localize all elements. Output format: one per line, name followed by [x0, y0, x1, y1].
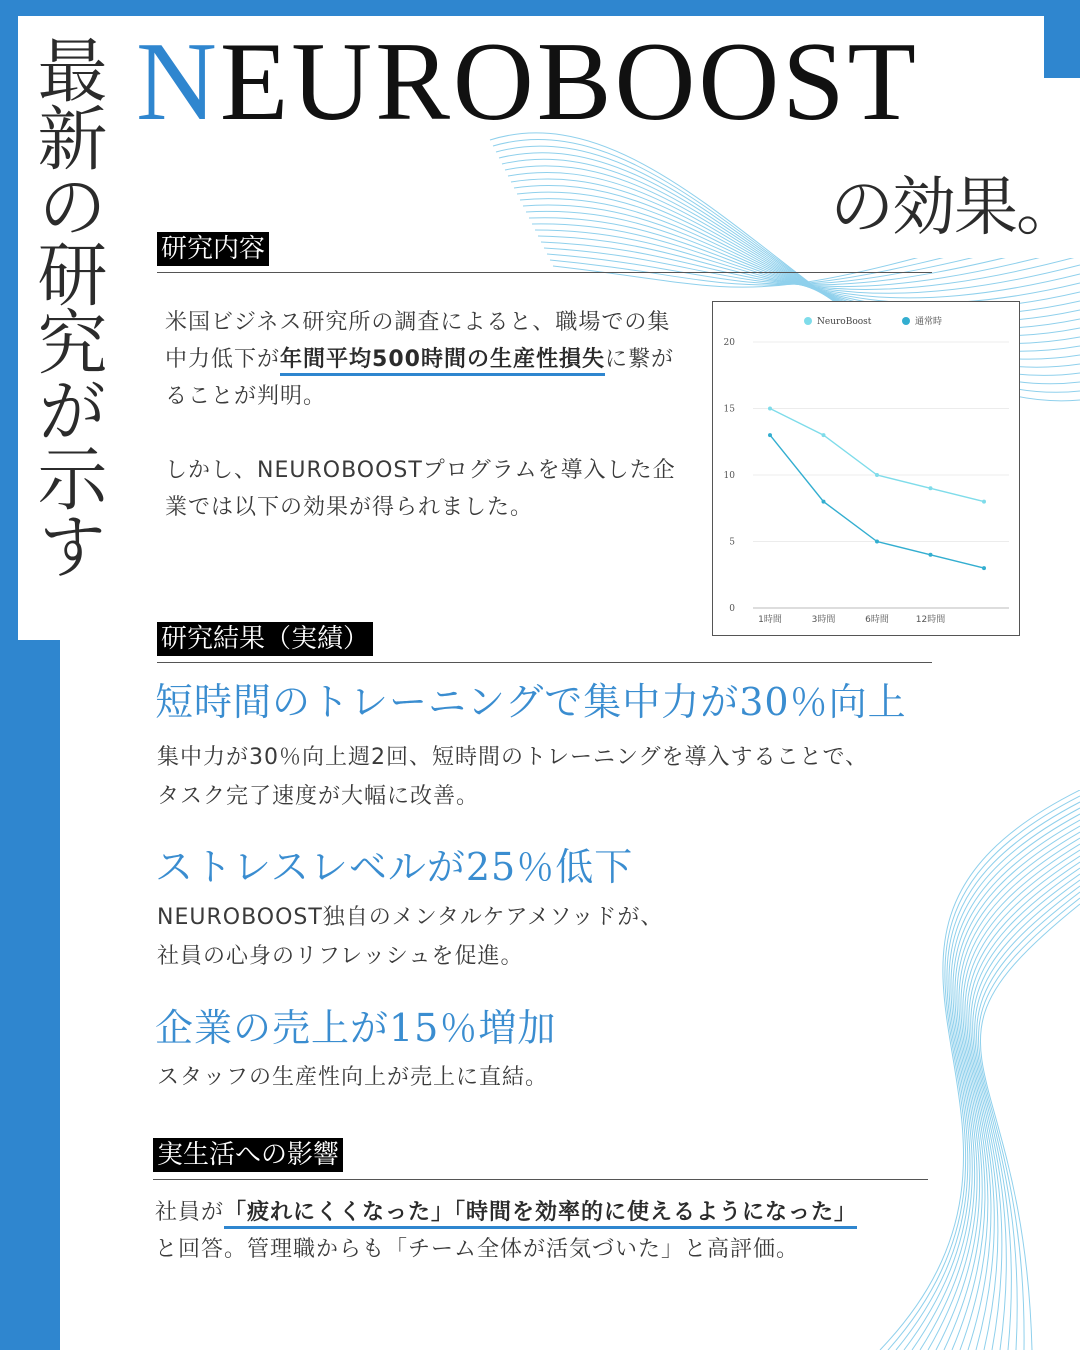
legend-label: 通常時: [915, 317, 943, 327]
x-tick-label: 12時間: [915, 615, 946, 625]
data-point: [982, 566, 986, 570]
brand-first-letter: N: [136, 20, 220, 144]
x-tick-label: 6時間: [865, 615, 889, 625]
wave-line: [936, 832, 1080, 1350]
impact-rule: [153, 1179, 928, 1180]
wave-line: [928, 826, 1080, 1350]
y-tick-label: 20: [723, 338, 735, 348]
data-point: [982, 500, 986, 504]
brand-rest: EUROBOOST: [219, 20, 919, 144]
data-point: [875, 540, 879, 544]
right-frame-bar: [1044, 0, 1080, 78]
brand-title: [136, 22, 919, 142]
legend-label: NeuroBoost: [817, 317, 872, 327]
y-tick-label: 15: [723, 404, 735, 415]
series-line: [770, 435, 984, 568]
data-point: [822, 433, 826, 437]
result-heading-3: 企業の売上が15％増加: [155, 1006, 557, 1050]
research-paragraph-2: しかし、NEUROBOOSTプログラムを導入した企業では以下の効果が得られました。: [165, 458, 676, 520]
research-rule: [157, 272, 932, 273]
research-label: 研究内容: [157, 232, 269, 266]
data-point: [768, 407, 772, 411]
data-point: [822, 500, 826, 504]
result-desc-2a: NEUROBOOST独自のメンタルケアメソッドが、: [157, 905, 664, 930]
impact-label: 実生活への影響: [153, 1138, 343, 1172]
y-tick-label: 5: [729, 537, 735, 548]
legend-marker: [804, 317, 812, 325]
series-line: [770, 409, 984, 502]
result-desc-3a: スタッフの生産性向上が売上に直結。: [157, 1065, 549, 1090]
data-point: [929, 553, 933, 557]
title-suffix: の効果。: [830, 171, 1078, 245]
research-highlight: 年間平均500時間の生産性損失: [280, 347, 605, 376]
results-label: 研究結果（実績）: [157, 622, 373, 656]
impact-highlight: 「疲れにくくなった」「時間を効率的に使えるようになった」: [224, 1200, 857, 1229]
wave-line: [973, 880, 1080, 1350]
result-heading-2: ストレスレベルが25％低下: [155, 845, 634, 889]
line-chart-box: [712, 301, 1020, 636]
result-desc-1a: 集中力が30％向上週2回、短時間のトレーニングを導入することで、: [157, 745, 869, 770]
x-tick-label: 3時間: [811, 615, 836, 625]
legend-marker: [902, 317, 910, 325]
results-rule: [157, 662, 932, 663]
data-point: [875, 473, 879, 477]
top-frame-bar: [0, 0, 1080, 16]
impact-paragraph: 社員が「疲れにくくなった」「時間を効率的に使えるようになった」 と回答。管理職からも「チーム全体が活気づいた」と高評価。: [155, 1200, 858, 1262]
result-desc-2b: 社員の心身のリフレッシュを促進。: [157, 944, 524, 969]
data-point: [768, 433, 772, 437]
y-tick-label: 0: [729, 604, 735, 614]
result-desc-1b: タスク完了速度が大幅に改善。: [157, 784, 480, 809]
result-heading-1: 短時間のトレーニングで集中力が30％向上: [155, 680, 907, 724]
line-chart: [713, 302, 1019, 635]
data-point: [929, 486, 933, 490]
vertical-title: 最新の研究が示す: [26, 34, 108, 578]
y-tick-label: 10: [723, 471, 735, 481]
x-tick-label: 1時間: [758, 615, 782, 625]
research-paragraph-1: 米国ビジネス研究所の調査によると、職場での集中力低下が年間平均500時間の生産性損失に繋がることが判明。: [165, 310, 674, 409]
